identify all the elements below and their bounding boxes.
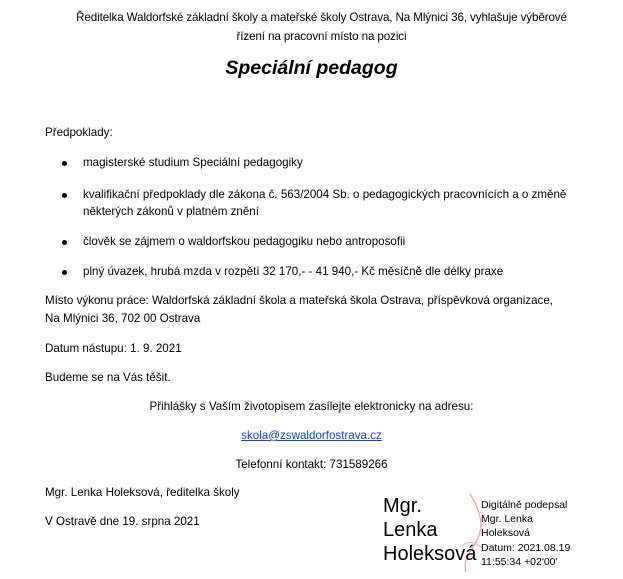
list-item-text: člověk se zájmem o waldorfskou pedagogiku nebo antroposofii [83,235,406,248]
signature-detail-line: Datum: 2021.08.19 [481,541,571,554]
workplace-line-1: Místo výkonu práce: Waldorfská základní škola a mateřská škola Ostrava, příspěvková organizace, [45,294,553,307]
signature-details [481,498,570,569]
signature-name [383,494,476,566]
bullet-icon [62,270,67,275]
signature-name-line: Mgr. [383,495,422,517]
phone-contact: Telefonní kontakt: 731589266 [235,458,388,471]
list-item-text: magisterské studium Speciální pedagogiky [83,156,303,169]
closing-line: Budeme se na Vás těšit. [45,371,171,384]
list-item-text: kvalifikační předpoklady dle zákona č. 563/2004 Sb. o pedagogických pracovnících a o změně [83,188,567,201]
workplace-line-2: Na Mlýnici 36, 702 00 Ostrava [45,312,201,325]
list-item-text: plný úvazek, hrubá mzda v rozpětí 32 170,- - 41 940,- Kč měsíčně dle délky praxe [83,265,504,278]
email-row [0,427,623,445]
application-instruction: Přihlášky s Vaším životopisem zasílejte elektronicky na adresu: [149,400,474,413]
list-item-text-continued: některých zákonů v platném znění [83,205,259,218]
intro-line-2: řízení na pracovní místo na pozici [236,30,407,43]
signatory-line: Mgr. Lenka Holeksová, ředitelka školy [45,486,240,499]
intro-line-1: Ředitelka Waldorfské základní školy a mateřské školy Ostrava, Na Mlýnici 36, vyhlašuje výběrové [76,11,567,24]
signature-detail-line: Mgr. Lenka [481,513,533,526]
bullet-icon [62,161,67,166]
intro-paragraph [40,8,603,46]
signature-detail-line: Holeksová [481,527,531,540]
bullet-icon [62,240,67,245]
signature-name-line: Lenka [383,519,438,541]
signature-detail-line: 11:55:34 +02'00' [481,555,558,568]
signature-name-line: Holeksová [383,543,477,565]
signature-detail-line: Digitálně podepsal [481,499,568,511]
place-date: V Ostravě dne 19. srpna 2021 [45,515,200,528]
requirements-heading: Předpoklady: [45,126,113,139]
email-link[interactable]: skola@zswaldorfostrava.cz [241,429,382,442]
bullet-icon [62,193,67,198]
start-date: Datum nástupu: 1. 9. 2021 [45,342,182,355]
position-title: Speciální pedagog [225,57,398,79]
